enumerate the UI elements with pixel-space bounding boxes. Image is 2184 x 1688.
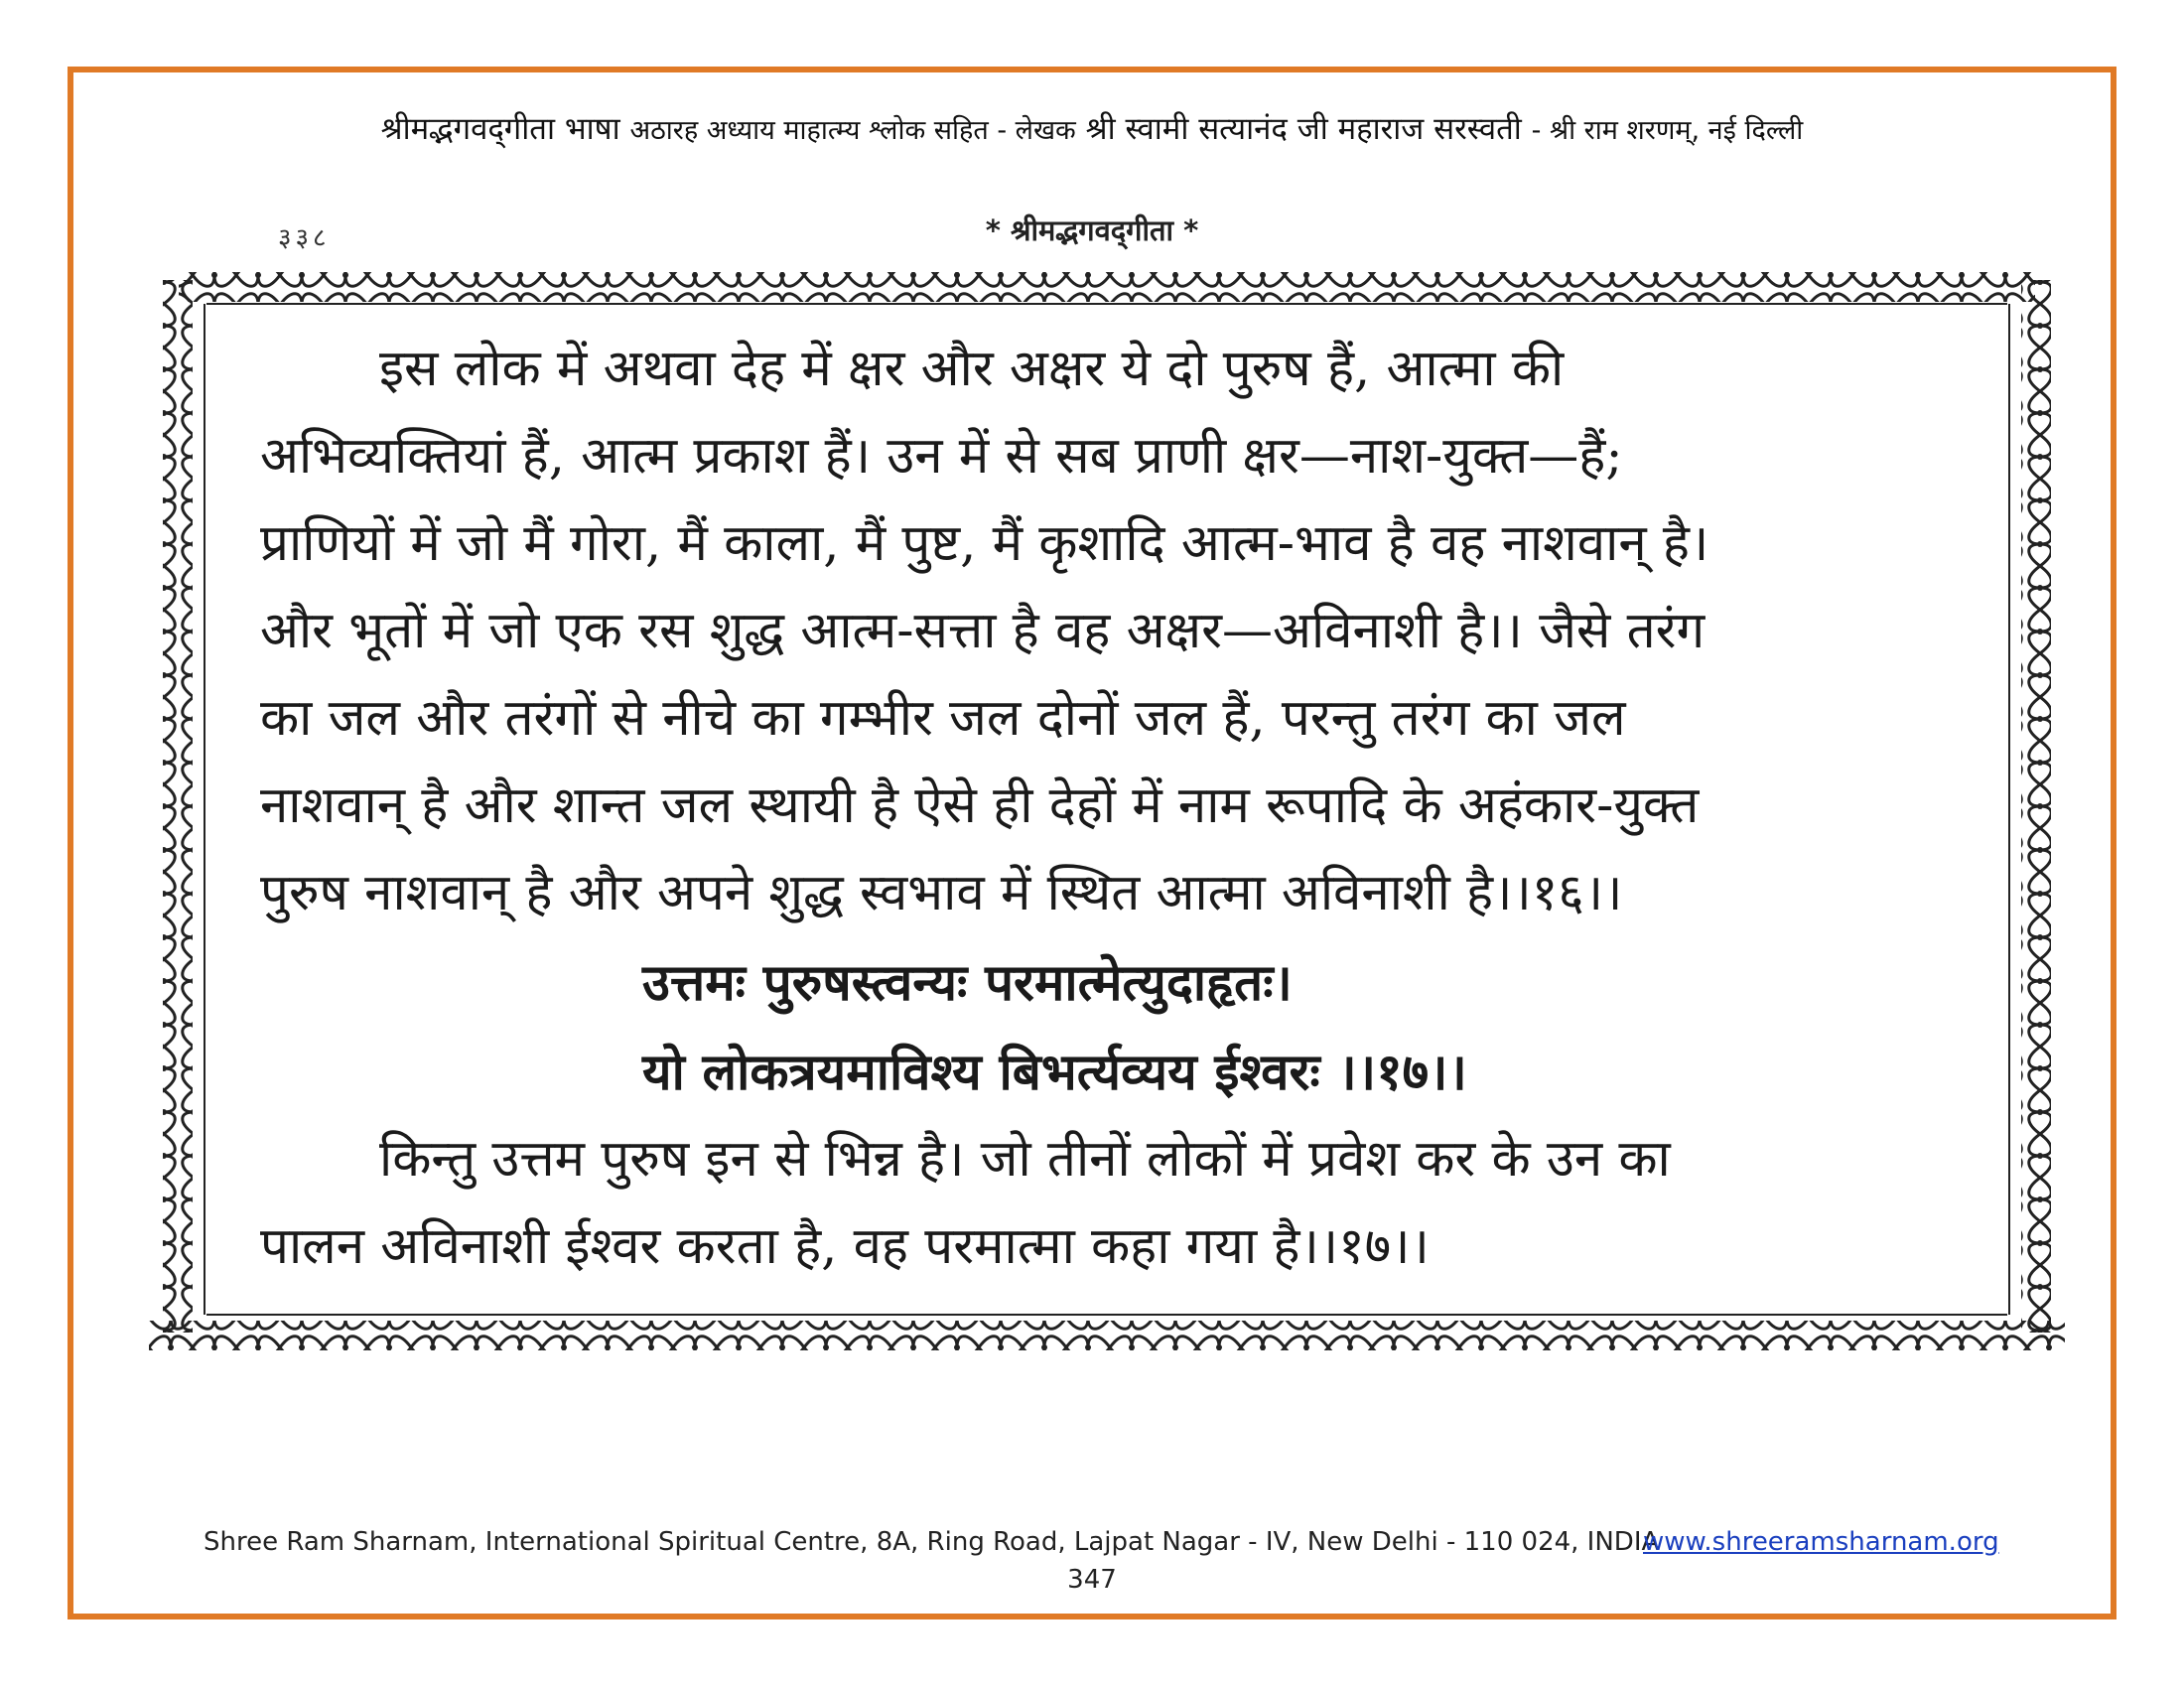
book-page-title: * श्रीमद्भगवद्‌गीता * — [985, 213, 1199, 247]
text-line: अभिव्यक्तियां हैं, आत्म प्रकाश हैं। उन में से सब प्राणी क्षर—नाश-युक्त—हैं; — [260, 427, 1623, 486]
text-line: नाशवान् है और शान्त जल स्थायी है ऐसे ही देहों में नाम रूपादि के अहंकार-युक्त — [260, 776, 1700, 835]
header-publisher: - श्री राम शरणम्, नई दिल्ली — [1531, 115, 1804, 146]
sanskrit-verse-line-1: उत्तमः पुरुषस्त्वन्यः परमात्मेत्युदाहृतः। — [642, 954, 1293, 1013]
sanskrit-verse-line-2: यो लोकत्रयमाविश्य बिभर्त्यव्यय ईश्वरः ।।१७।। — [642, 1044, 1467, 1102]
website-link[interactable]: www.shreeramsharnam.org — [1643, 1527, 1999, 1557]
border-right — [2021, 280, 2051, 1333]
pdf-page-number: 347 — [1067, 1565, 1117, 1595]
text-line: का जल और तरंगों से नीचे का गम्भीर जल दोनों जल हैं, परन्तु तरंग का जल — [260, 689, 1626, 748]
border-bottom — [149, 1321, 2065, 1350]
header-author: श्री स्वामी सत्यानंद जी महाराज सरस्वती — [1085, 111, 1522, 147]
text-line: प्राणियों में जो मैं गोरा, मैं काला, मैं पुष्ट, मैं कृशादि आत्म-भाव है वह नाशवान् है। — [260, 514, 1709, 573]
header-title-detail: अठारह अध्याय माहात्म्य श्लोक सहित - लेखक — [629, 115, 1076, 146]
text-line: और भूतों में जो एक रस शुद्ध आत्म-सत्ता है वह अक्षर—अविनाशी है।। जैसे तरंग — [260, 602, 1706, 660]
running-header — [79, 107, 2105, 149]
border-top — [179, 272, 2035, 302]
text-line: पालन अविनाशी ईश्वर करता है, वह परमात्मा कहा गया है।।१७।। — [260, 1217, 1430, 1276]
commentary-paragraph-16 — [260, 326, 1964, 937]
text-line: किन्तु उत्तम पुरुष इन से भिन्न है। जो तीनों लोकों में प्रवेश कर के उन का — [379, 1130, 1671, 1189]
footer-address: Shree Ram Sharnam, International Spiritual Centre, 8A, Ring Road, Lajpat Nagar - IV, New Delhi - 110 024, INDIA — [204, 1527, 1660, 1557]
text-line: इस लोक में अथवा देह में क्षर और अक्षर ये दो पुरुष हैं, आत्मा की — [379, 340, 1565, 398]
header-title-main: श्रीमद्भगवद्‌गीता भाषा — [380, 111, 620, 147]
text-line: पुरुष नाशवान् है और अपने शुद्ध स्वभाव में स्थित आत्मा अविनाशी है।।१६।। — [260, 864, 1623, 922]
border-left — [163, 280, 193, 1333]
verse-body — [260, 326, 1964, 1291]
book-page-number: ३३८ — [278, 223, 331, 253]
scanned-page — [149, 260, 2065, 1362]
commentary-paragraph-17 — [260, 1116, 1964, 1291]
